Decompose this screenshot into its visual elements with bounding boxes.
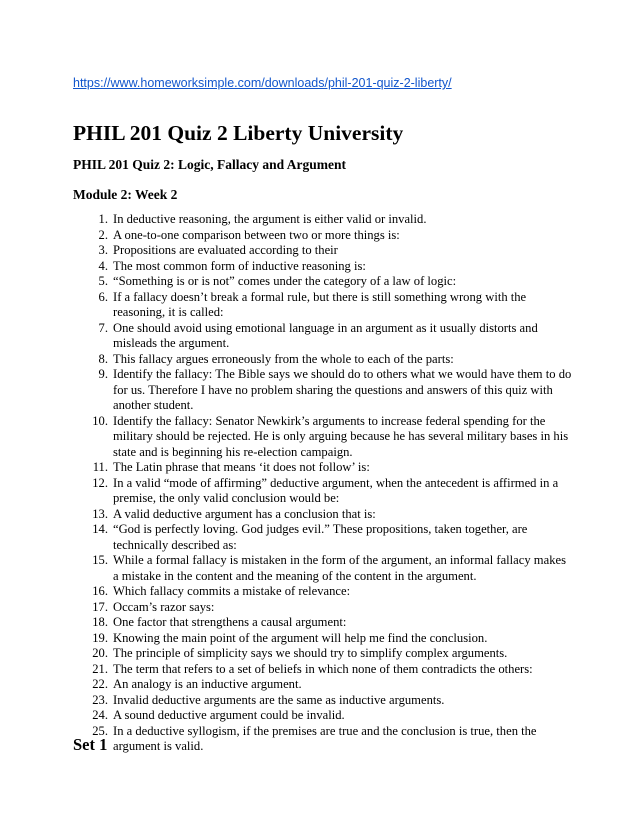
question-number: 16.	[92, 584, 108, 598]
question-number: 9.	[98, 367, 108, 381]
question-number: 24.	[92, 708, 108, 722]
question-text: “God is perfectly loving. God judges evil.” These propositions, taken together, are technically described as:	[113, 522, 528, 552]
question-text: In a valid “mode of affirming” deductive argument, when the antecedent is affirmed in a premise, the only valid conclusion would be:	[113, 475, 559, 505]
question-number: 1.	[98, 212, 108, 226]
question-number: 4.	[98, 258, 108, 273]
question-number: 13.	[92, 506, 108, 521]
question-text: “Something is or is not” comes under the category of a law of logic:	[113, 274, 457, 288]
question-number: 21.	[92, 661, 108, 676]
quiz-subtitle: PHIL 201 Quiz 2: Logic, Fallacy and Argument	[73, 157, 347, 172]
question-text: Identify the fallacy: Senator Newkirk’s arguments to increase federal spending for the military should be rejected. He is only arguing because he has several military bases in his state and is beginning his re-election campaign.	[113, 413, 569, 459]
list-item	[73, 460, 573, 476]
list-item	[73, 662, 573, 678]
question-number: 12.	[92, 475, 108, 490]
question-number: 17.	[92, 599, 108, 614]
question-number: 19.	[92, 630, 108, 645]
question-text: The term that refers to a set of beliefs in which none of them contradicts the others:	[113, 661, 533, 676]
question-text: A one-to-one comparison between two or more things is:	[113, 227, 400, 242]
list-item	[73, 646, 573, 662]
list-item	[73, 677, 573, 693]
question-number: 14.	[92, 522, 108, 536]
set-heading: Set 1	[73, 735, 108, 754]
question-text: A sound deductive argument could be invalid.	[113, 708, 345, 722]
list-item	[73, 693, 573, 709]
list-item	[73, 367, 573, 414]
list-item	[73, 631, 573, 647]
question-number: 2.	[98, 227, 108, 242]
question-number: 5.	[98, 274, 108, 288]
list-item	[73, 414, 573, 461]
list-item	[73, 259, 573, 275]
list-item	[73, 600, 573, 616]
question-number: 18.	[92, 615, 108, 629]
question-text: Occam’s razor says:	[113, 599, 215, 614]
question-text: A valid deductive argument has a conclusion that is:	[113, 506, 376, 521]
question-text: Knowing the main point of the argument will help me find the conclusion.	[113, 630, 488, 645]
question-number: 15.	[92, 553, 108, 567]
question-number: 6.	[98, 289, 108, 304]
list-item	[73, 522, 573, 553]
page-title: PHIL 201 Quiz 2 Liberty University	[73, 121, 404, 145]
question-text: One factor that strengthens a causal argument:	[113, 615, 347, 629]
question-text: Invalid deductive arguments are the same as inductive arguments.	[113, 692, 445, 707]
question-text: Propositions are evaluated according to their	[113, 243, 338, 257]
list-item	[73, 290, 573, 321]
question-text: In deductive reasoning, the argument is either valid or invalid.	[113, 212, 427, 226]
question-text: This fallacy argues erroneously from the whole to each of the parts:	[113, 351, 454, 366]
list-item	[73, 724, 573, 755]
question-number: 8.	[98, 351, 108, 366]
question-text: While a formal fallacy is mistaken in the form of the argument, an informal fallacy makes a mistake in the content and the meaning of the content in the argument.	[113, 553, 566, 583]
question-text: The Latin phrase that means ‘it does not follow’ is:	[113, 460, 370, 474]
question-text: One should avoid using emotional language in an argument as it usually distorts and misleads the argument.	[113, 320, 538, 350]
question-text: In a deductive syllogism, if the premises are true and the conclusion is true, then the argument is valid.	[113, 723, 537, 753]
list-item	[73, 321, 573, 352]
list-item	[73, 553, 573, 584]
source-link[interactable]: https://www.homeworksimple.com/downloads/phil-201-quiz-2-liberty/	[73, 76, 452, 90]
question-text: Which fallacy commits a mistake of relevance:	[113, 584, 351, 598]
question-number: 10.	[92, 413, 108, 428]
list-item	[73, 507, 573, 523]
list-item	[73, 615, 573, 631]
question-number: 7.	[98, 320, 108, 335]
list-item	[73, 584, 573, 600]
question-text: The principle of simplicity says we should try to simplify complex arguments.	[113, 646, 508, 660]
list-item	[73, 352, 573, 368]
list-item	[73, 708, 573, 724]
list-item	[73, 476, 573, 507]
list-item	[73, 228, 573, 244]
question-number: 3.	[98, 243, 108, 257]
question-number: 22.	[92, 677, 108, 691]
question-text: Identify the fallacy: The Bible says we should do to others what we would have them to do for us. Therefore I have no problem sharing the questions and answers of this quiz with another student.	[113, 367, 572, 412]
question-number: 23.	[92, 692, 108, 707]
question-number: 11.	[92, 460, 108, 474]
question-number: 25.	[92, 723, 108, 738]
list-item	[73, 212, 573, 228]
list-item	[73, 274, 573, 290]
module-heading: Module 2: Week 2	[73, 187, 178, 202]
question-list	[73, 212, 573, 755]
question-number: 20.	[92, 646, 108, 660]
question-text: The most common form of inductive reasoning is:	[113, 258, 366, 273]
question-text: If a fallacy doesn’t break a formal rule, but there is still something wrong with the reasoning, it is called:	[113, 289, 527, 319]
question-text: An analogy is an inductive argument.	[113, 677, 302, 691]
list-item	[73, 243, 573, 259]
